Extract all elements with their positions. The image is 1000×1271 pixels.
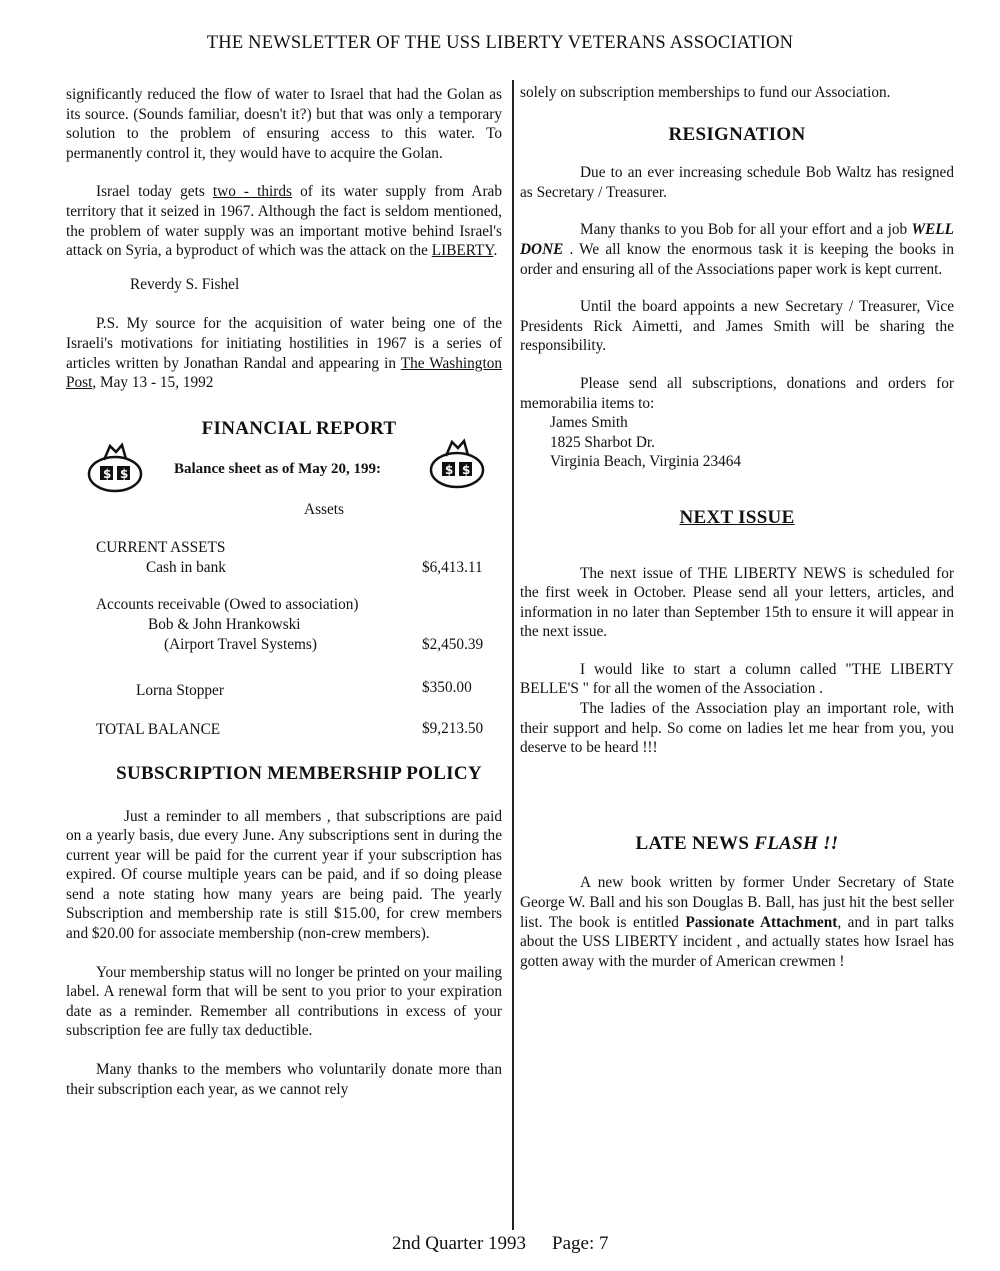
total-amount: $9,213.50 bbox=[422, 719, 484, 737]
text: A new book written by former Under Secretary of State George W. Ball and his son Douglas B. Ball, has just hit the best seller list. The book is entitled bbox=[520, 874, 954, 931]
total-row bbox=[66, 720, 502, 740]
lorna-row bbox=[66, 678, 502, 701]
subscription-paragraph-2: Your membership status will no longer be printed on your mailing label. A renewal form that will be sent to you prior to your expiration date as a reminder. Remember all contributions in excess of your subscription fee are fully tax deductible. bbox=[66, 963, 502, 1040]
svg-text:$: $ bbox=[445, 463, 454, 478]
current-assets-label: CURRENT ASSETS bbox=[96, 538, 226, 556]
subscription-paragraph-3: Many thanks to the members who voluntarily donate more than their subscription each year, as we cannot rely bbox=[66, 1061, 502, 1098]
postscript bbox=[66, 314, 502, 392]
balance-sheet-label: Balance sheet as of May 20, 199: bbox=[174, 461, 382, 478]
text: LATE NEWS bbox=[635, 832, 755, 854]
resignation-paragraph-3: Until the board appoints a new Secretary / Treasurer, Vice Presidents Rick Aimetti, and James Smith will be sharing the responsibility. bbox=[520, 298, 954, 355]
total-label: TOTAL BALANCE bbox=[96, 720, 221, 738]
receivable-name: Bob & John Hrankowski bbox=[148, 615, 301, 633]
text: . We all know the enormous task it is keeping the books in order and ensuring all of the Associations paper work is kept current. bbox=[520, 240, 954, 278]
text: of its water supply from Arab territory that it seized in 1967. Although the fact is seldom mentioned, the problem of water supply was an important motive behind Israel's attack on Syria, a byproduct of which was the attack on the bbox=[66, 183, 502, 260]
ladies-paragraph: The ladies of the Association play an important role, with their support and help. So come on ladies let me hear from you, you deserve to be heard !!! bbox=[520, 700, 954, 757]
footer bbox=[392, 1233, 609, 1255]
subscription-continued: solely on subscription memberships to fund our Association. bbox=[520, 84, 891, 101]
resignation-paragraph-1: Due to an ever increasing schedule Bob Waltz has resigned as Secretary / Treasurer. bbox=[520, 164, 954, 201]
financial-report-heading: FINANCIAL REPORT bbox=[201, 417, 397, 439]
address-street: 1825 Sharbot Dr. bbox=[550, 433, 655, 451]
late-news-heading bbox=[520, 834, 954, 854]
text: , May 13 - 15, 1992 bbox=[92, 374, 214, 392]
resignation-paragraph-2 bbox=[520, 220, 954, 279]
cash-label: Cash in bank bbox=[146, 558, 226, 576]
text: Many thanks to you Bob for all your effort and a job bbox=[580, 221, 912, 239]
water-paragraph-2 bbox=[66, 182, 502, 260]
money-bag-icon bbox=[424, 438, 490, 490]
late-news-paragraph bbox=[520, 873, 954, 971]
svg-text:$: $ bbox=[462, 463, 471, 478]
address-city: Virginia Beach, Virginia 23464 bbox=[550, 453, 742, 471]
left-column bbox=[66, 85, 502, 1099]
lorna-label: Lorna Stopper bbox=[136, 681, 224, 699]
water-paragraph-1: significantly reduced the flow of water to Israel that had the Golan as its source. (Sounds familiar, doesn't it?) but that was only a temporary solution to the problem of ensuring access to this water. To permanently control it, they would have to acquire the Golan. bbox=[66, 86, 502, 162]
assets-label: Assets bbox=[304, 501, 344, 519]
washington-post-title: The Washington Post bbox=[66, 354, 502, 392]
subscription-paragraph-1: Just a reminder to all members , that subscriptions are paid on a yearly basis, due every June. Any subscriptions sent in during the current year will be paid for the current year if your subscription has expired. Of course multiple years can be paid, and if so doing please send a note stating how many years are being paid. The yearly Subscription and membership rate is still $15.00, for crew members and $20.00 for associate membership (non-crew members). bbox=[66, 807, 502, 943]
receivable-company-row bbox=[66, 635, 502, 655]
resignation-paragraph-4: Please send all subscriptions, donations and orders for memorabilia items to: bbox=[520, 374, 954, 412]
flash-emphasis: FLASH !! bbox=[754, 832, 839, 854]
book-title: Passionate Attachment bbox=[685, 913, 838, 931]
right-column bbox=[520, 83, 954, 971]
well-done-emphasis: WELL DONE bbox=[520, 221, 954, 258]
balance-sheet-header bbox=[66, 438, 502, 500]
receivable-amount: $2,450.39 bbox=[422, 635, 484, 653]
cash-row bbox=[66, 558, 502, 578]
issue-label: 2nd Quarter 1993 bbox=[392, 1233, 527, 1254]
column-divider bbox=[512, 80, 514, 1230]
receivable-row bbox=[66, 595, 502, 615]
svg-text:$: $ bbox=[103, 467, 112, 482]
underlined-fraction: two - thirds bbox=[212, 183, 292, 201]
current-assets-row bbox=[66, 538, 502, 558]
resignation-heading: RESIGNATION bbox=[668, 123, 806, 145]
next-issue-paragraph-1: The next issue of THE LIBERTY NEWS is scheduled for the first week in October. Please send all your letters, articles, and information in no later than September 15th to ensure it will appear in the next issue. bbox=[520, 564, 954, 641]
newsletter-title: THE NEWSLETTER OF THE USS LIBERTY VETERANS ASSOCIATION bbox=[206, 33, 794, 53]
cash-amount: $6,413.11 bbox=[422, 558, 483, 576]
page-number: Page: 7 bbox=[552, 1233, 609, 1254]
lorna-amount: $350.00 bbox=[422, 678, 472, 696]
subscription-heading: SUBSCRIPTION MEMBERSHIP POLICY bbox=[116, 762, 482, 784]
address-name: James Smith bbox=[550, 414, 628, 432]
text: Israel today gets bbox=[96, 183, 213, 201]
text: P.S. My source for the acquisition of water being one of the Israeli's motivations for initiating hostilities in 1967 is a series of articles written by Jonathan Randal and appearing in bbox=[66, 315, 502, 372]
receivable-company: (Airport Travel Systems) bbox=[164, 635, 317, 653]
money-bag-icon bbox=[82, 442, 148, 494]
signature: Reverdy S. Fishel bbox=[130, 275, 240, 293]
receivable-name-row bbox=[66, 615, 502, 635]
next-issue-heading: NEXT ISSUE bbox=[679, 506, 795, 528]
text: , and in part talks about the USS LIBERTY incident , and actually states how Israel has gotten away with the murder of American crewmen ! bbox=[520, 913, 954, 970]
svg-text:$: $ bbox=[120, 467, 129, 482]
receivable-label: Accounts receivable (Owed to association) bbox=[96, 595, 359, 613]
text: . bbox=[493, 242, 498, 260]
liberty-underlined: LIBERTY bbox=[431, 242, 494, 260]
liberty-belles-paragraph: I would like to start a column called "THE LIBERTY BELLE'S " for all the women of the Association . bbox=[520, 660, 954, 698]
